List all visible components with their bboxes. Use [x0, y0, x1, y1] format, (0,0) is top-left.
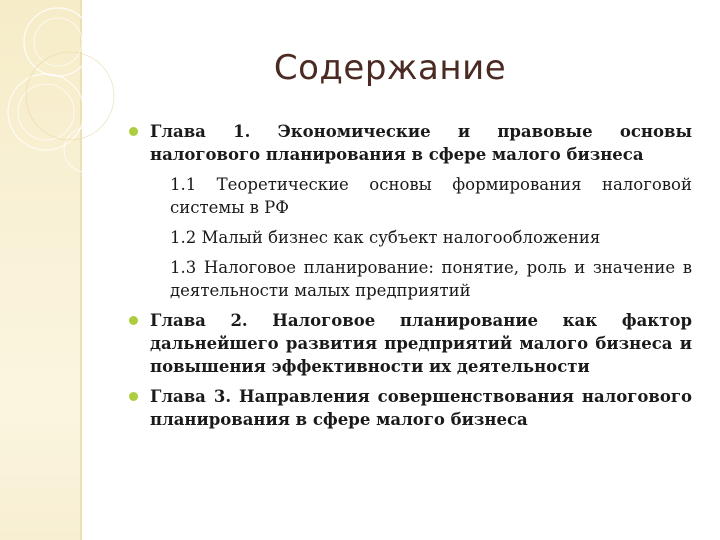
- toc-section-1-1-text: 1.1 Теоретические основы формирования налоговой системы в РФ: [170, 175, 692, 217]
- toc-section-1-1: [128, 173, 692, 219]
- slide-title: Содержание: [273, 48, 507, 88]
- toc-section-1-3: [128, 256, 692, 302]
- table-of-contents: [128, 120, 692, 438]
- toc-chapter-3-text: Глава 3. Направления совершенствования налогового планирования в сфере малого бизнеса: [150, 387, 692, 429]
- bullet-icon: [129, 316, 138, 325]
- toc-section-1-2-text: 1.2 Малый бизнес как субъект налогообложения: [170, 228, 601, 247]
- toc-chapter-1: [128, 120, 692, 166]
- toc-chapter-2: [128, 309, 692, 378]
- bullet-icon: [129, 392, 138, 401]
- bullet-icon: [129, 127, 138, 136]
- toc-chapter-1-text: Глава 1. Экономические и правовые основы налогового планирования в сфере малого бизнеса: [150, 122, 692, 164]
- toc-section-1-2: [128, 226, 692, 249]
- toc-chapter-2-text: Глава 2. Налоговое планирование как фактор дальнейшего развития предприятий малого бизнеса и повышения эффективности их деятельности: [150, 311, 692, 376]
- toc-chapter-3: [128, 385, 692, 431]
- toc-section-1-3-text: 1.3 Налоговое планирование: понятие, роль и значение в деятельности малых предприятий: [170, 258, 692, 300]
